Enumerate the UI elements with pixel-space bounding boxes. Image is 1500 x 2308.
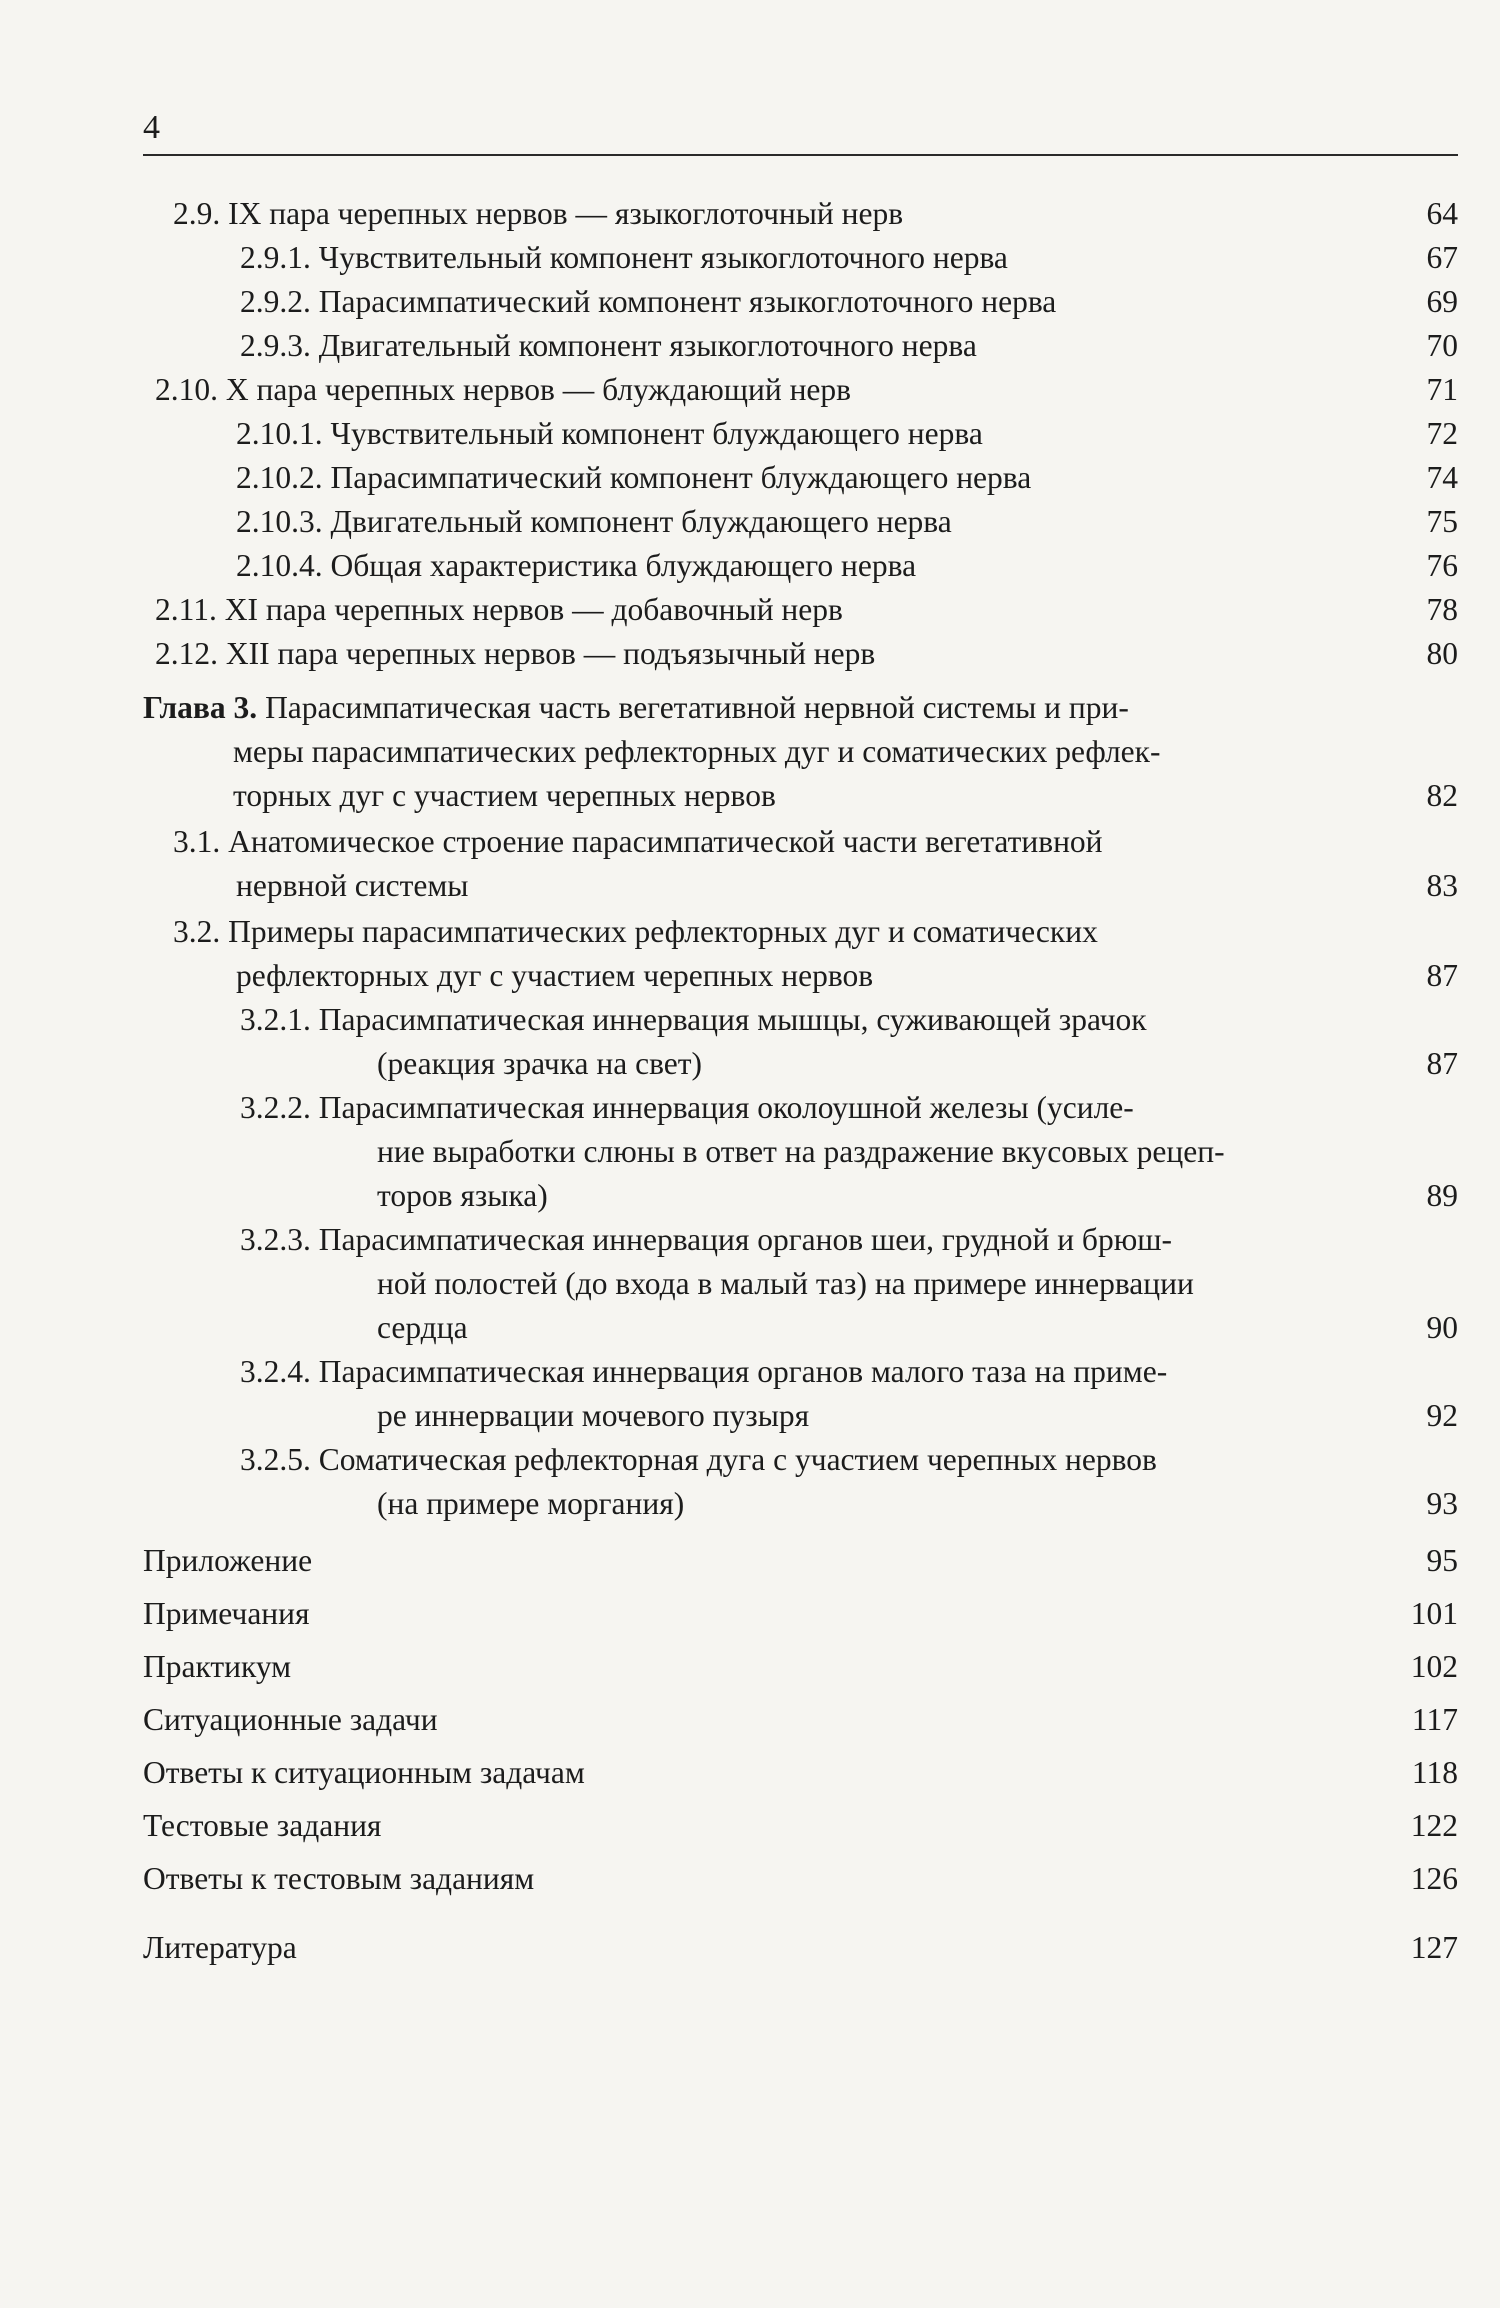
table-of-contents: [143, 192, 1458, 1974]
toc-entry-2-9-3: [240, 324, 1458, 368]
toc-entry-3-2-1: [143, 998, 1458, 1086]
toc-entry-title: Ситуационные задачи: [143, 1702, 438, 1737]
toc-entry-title-line-1: Парасимпатическая иннервация органов шеи, грудной и брюш-: [318, 1222, 1172, 1257]
toc-page-ref: 83: [1426, 868, 1458, 903]
toc-entry-tests: [143, 1799, 1458, 1852]
toc-page-ref: 118: [1411, 1755, 1458, 1790]
toc-entry-number: 3.2.: [173, 914, 221, 949]
toc-entry-2-9: [173, 192, 1458, 236]
toc-entry-number: 3.2.5.: [240, 1442, 311, 1477]
toc-entry-title-line-1: Примеры парасимпатических рефлекторных дуг и соматических: [228, 914, 1098, 949]
toc-page-ref: 67: [1426, 240, 1458, 275]
toc-page-ref: 95: [1426, 1543, 1458, 1578]
toc-entry-line: [377, 1262, 1458, 1306]
toc-page-ref: 90: [1426, 1310, 1458, 1345]
chapter-title-line-1: Парасимпатическая часть вегетативной нервной системы и при-: [265, 690, 1129, 725]
toc-page-ref: 101: [1410, 1596, 1458, 1631]
toc-entry-appendix: [143, 1534, 1458, 1587]
toc-entry-line: [377, 1130, 1458, 1174]
toc-page-ref: 87: [1426, 1046, 1458, 1081]
toc-entry-number: 2.10.3.: [236, 504, 323, 539]
toc-page-ref: 76: [1426, 548, 1458, 583]
toc-page-ref: 70: [1426, 328, 1458, 363]
toc-entry-title: Литература: [143, 1930, 297, 1965]
toc-page-ref: 75: [1426, 504, 1458, 539]
toc-entry-number: 2.9.1.: [240, 240, 311, 275]
toc-entry-title-line-2: ние выработки слюны в ответ на раздражение вкусовых рецеп-: [377, 1134, 1225, 1169]
toc-entry-line: [236, 954, 1458, 998]
toc-entry-2-9-1: [240, 236, 1458, 280]
toc-entry-title: X пара черепных нервов — блуждающий нерв: [225, 372, 852, 407]
toc-page-ref: 72: [1426, 416, 1458, 451]
toc-entry-2-9-2: [240, 280, 1458, 324]
toc-entry-title-line-1: Анатомическое строение парасимпатической части вегетативной: [228, 824, 1103, 859]
toc-entry-line: [377, 1042, 1458, 1086]
toc-page-ref: 127: [1410, 1930, 1458, 1965]
toc-entry-3-2: [143, 910, 1458, 998]
toc-entry-title-line-1: Парасимпатическая иннервация органов малого таза на приме-: [318, 1354, 1168, 1389]
toc-entry-notes: [143, 1587, 1458, 1640]
toc-page-ref: 78: [1426, 592, 1458, 627]
toc-entry-title: XII пара черепных нервов — подъязычный нерв: [225, 636, 876, 671]
toc-chapter-line: [233, 730, 1458, 774]
toc-entry-2-12: [155, 632, 1458, 676]
toc-entry-title: Тестовые задания: [143, 1808, 382, 1843]
toc-entry-line: [377, 1394, 1458, 1438]
toc-entry-number: 2.10.2.: [236, 460, 323, 495]
toc-entry-situational-tasks: [143, 1693, 1458, 1746]
toc-page-ref: 71: [1426, 372, 1458, 407]
toc-entry-practicum: [143, 1640, 1458, 1693]
toc-entry-number: 3.2.3.: [240, 1222, 311, 1257]
toc-entry-line: [240, 1218, 1458, 1262]
header-rule: [143, 154, 1458, 156]
toc-page-ref: 89: [1426, 1178, 1458, 1213]
toc-entry-number: 2.11.: [155, 592, 217, 627]
toc-entry-title-line-1: Парасимпатическая иннервация околоушной железы (усиле-: [318, 1090, 1134, 1125]
toc-entry-3-2-2: [143, 1086, 1458, 1218]
toc-entry-2-10: [155, 368, 1458, 412]
toc-entry-title-line-2: рефлекторных дуг с участием черепных нервов: [236, 958, 874, 993]
toc-page-ref: 69: [1426, 284, 1458, 319]
toc-page-ref: 87: [1426, 958, 1458, 993]
toc-chapter-3: [143, 686, 1458, 818]
toc-chapter-line: [233, 774, 1458, 818]
toc-entry-number: 3.2.2.: [240, 1090, 311, 1125]
page-number: 4: [143, 109, 160, 146]
toc-entry-line: [173, 910, 1458, 954]
toc-entry-title: Парасимпатический компонент блуждающего нерва: [330, 460, 1032, 495]
toc-entry-title: XI пара черепных нервов — добавочный нерв: [224, 592, 843, 627]
chapter-title-line-2: меры парасимпатических рефлекторных дуг и соматических рефлек-: [233, 734, 1161, 769]
toc-page-ref: 102: [1410, 1649, 1458, 1684]
toc-entry-title: Парасимпатический компонент языкоглоточного нерва: [318, 284, 1057, 319]
toc-entry-title: Приложение: [143, 1543, 313, 1578]
toc-entry-title: Чувствительный компонент блуждающего нерва: [330, 416, 983, 451]
chapter-label: Глава 3.: [143, 690, 258, 725]
toc-page-ref: 126: [1410, 1861, 1458, 1896]
toc-entry-2-10-1: [236, 412, 1458, 456]
toc-entry-2-11: [155, 588, 1458, 632]
toc-entry-number: 2.9.: [173, 196, 221, 231]
toc-entry-title-line-2: (на примере моргания): [377, 1486, 685, 1521]
toc-entry-title-line-2: (реакция зрачка на свет): [377, 1046, 703, 1081]
toc-entry-number: 2.12.: [155, 636, 218, 671]
toc-entry-line: [236, 864, 1458, 908]
toc-chapter-line: [143, 686, 1458, 730]
toc-page-ref: 92: [1426, 1398, 1458, 1433]
toc-entry-line: [377, 1174, 1458, 1218]
toc-entry-title: Двигательный компонент языкоглоточного нерва: [318, 328, 977, 363]
toc-entry-title-line-2: ре иннервации мочевого пузыря: [377, 1398, 810, 1433]
toc-entry-title-line-1: Соматическая рефлекторная дуга с участием черепных нервов: [318, 1442, 1157, 1477]
toc-entry-title: Общая характеристика блуждающего нерва: [330, 548, 917, 583]
toc-entry-number: 2.10.: [155, 372, 218, 407]
toc-entry-2-10-3: [236, 500, 1458, 544]
toc-entry-number: 3.2.1.: [240, 1002, 311, 1037]
toc-page-ref: 122: [1410, 1808, 1458, 1843]
toc-entry-number: 3.2.4.: [240, 1354, 311, 1389]
toc-entry-title: Ответы к ситуационным задачам: [143, 1755, 585, 1790]
toc-page-ref: 93: [1426, 1486, 1458, 1521]
toc-entry-number: 3.1.: [173, 824, 221, 859]
toc-entry-number: 2.10.4.: [236, 548, 323, 583]
toc-entry-3-2-3: [143, 1218, 1458, 1350]
toc-entry-number: 2.9.2.: [240, 284, 311, 319]
toc-page-ref: 117: [1411, 1702, 1458, 1737]
toc-entry-title-line-3: торов языка): [377, 1178, 548, 1213]
toc-entry-title-line-3: сердца: [377, 1310, 468, 1345]
toc-entry-title-line-2: ной полостей (до входа в малый таз) на примере иннервации: [377, 1266, 1194, 1301]
toc-entry-title-line-2: нервной системы: [236, 868, 469, 903]
toc-entry-title: Практикум: [143, 1649, 292, 1684]
toc-entry-line: [173, 820, 1458, 864]
toc-entry-3-2-5: [143, 1438, 1458, 1526]
toc-entry-number: 2.10.1.: [236, 416, 323, 451]
toc-entry-title: Ответы к тестовым заданиям: [143, 1861, 535, 1896]
toc-entry-test-answers: [143, 1852, 1458, 1905]
toc-entry-line: [377, 1482, 1458, 1526]
toc-entry-3-2-4: [143, 1350, 1458, 1438]
toc-entry-title: Примечания: [143, 1596, 310, 1631]
toc-entry-line: [240, 1438, 1458, 1482]
toc-entry-line: [240, 1086, 1458, 1130]
toc-entry-literature: [143, 1921, 1458, 1974]
toc-entry-title: IX пара черепных нервов — языкоглоточный нерв: [228, 196, 904, 231]
toc-entry-2-10-2: [236, 456, 1458, 500]
toc-entry-3-1: [143, 820, 1458, 908]
toc-page-ref: 64: [1426, 196, 1458, 231]
toc-page-ref: 74: [1426, 460, 1458, 495]
toc-entry-title: Чувствительный компонент языкоглоточного нерва: [318, 240, 1008, 275]
toc-entry-task-answers: [143, 1746, 1458, 1799]
toc-entry-line: [377, 1306, 1458, 1350]
toc-entry-title-line-1: Парасимпатическая иннервация мышцы, суживающей зрачок: [318, 1002, 1147, 1037]
toc-entry-line: [240, 1350, 1458, 1394]
toc-entry-number: 2.9.3.: [240, 328, 311, 363]
toc-page-ref: 80: [1426, 636, 1458, 671]
toc-entry-line: [240, 998, 1458, 1042]
toc-entry-2-10-4: [236, 544, 1458, 588]
chapter-title-line-3: торных дуг с участием черепных нервов: [233, 778, 776, 813]
toc-page-ref: 82: [1426, 778, 1458, 813]
toc-entry-title: Двигательный компонент блуждающего нерва: [330, 504, 952, 539]
